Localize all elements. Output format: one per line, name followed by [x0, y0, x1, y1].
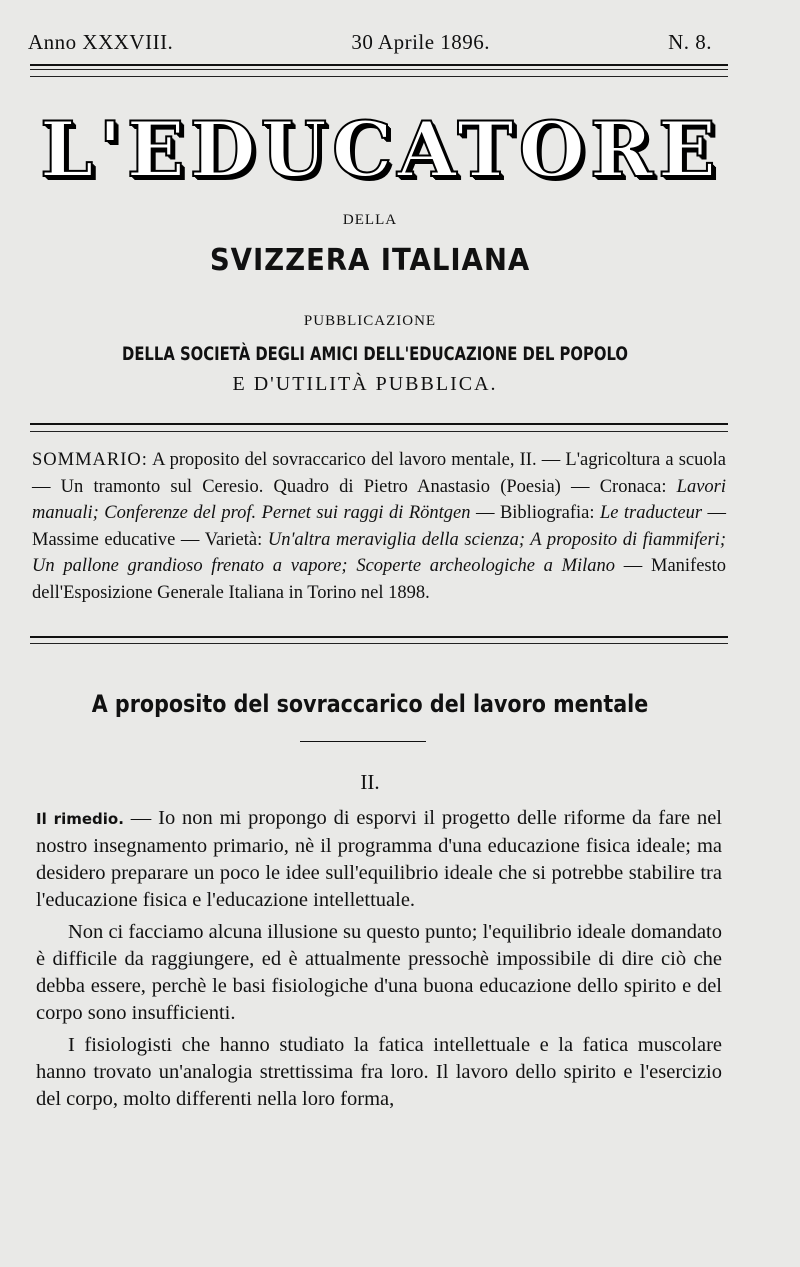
masthead-title: L'EDUCATORE	[40, 105, 721, 194]
article-title: A proposito del sovraccarico del lavoro mentale	[91, 690, 649, 718]
paragraph-3: I fisiologisti che hanno studiato la fatica intellettuale e la fatica muscolare hanno trovato un'analogia strettissima fra loro. Il lavoro dello spirito e l'esercizio del corpo, molto differenti nella loro forma,	[36, 1034, 722, 1110]
title-divider	[300, 741, 426, 742]
sommario-text-3: — Massime educative — Varietà:	[32, 503, 726, 550]
article-body	[36, 805, 722, 1118]
sommario-italic-3: Un'altra meraviglia della scienza; A proposito di fiammiferi; Un pallone grandioso frenato a vapore; Scoperte archeologiche a Milano	[32, 529, 726, 576]
paragraph-1-text: — Io non mi propongo di esporvi il progetto delle riforme da fare nel nostro insegnamento primario, nè il programma d'una educazione fisica ideale; ma desidero preparare un poco le idee sull'equilibrio ideale che si potrebbe stabilire tra l'educazione fisica e l'educazione intellettuale.	[36, 807, 722, 911]
masthead-subtitle: SVIZZERA ITALIANA	[209, 243, 531, 278]
header-rule-top	[30, 64, 728, 66]
paragraph-1	[36, 805, 722, 914]
sommario-italic-2: Le traducteur	[599, 503, 703, 523]
masthead-utilita: E D'UTILITÀ PUBBLICA.	[232, 373, 498, 395]
lead-in: Il rimedio.	[36, 810, 124, 828]
masthead-rule-bottom	[30, 431, 728, 432]
masthead-societa: DELLA SOCIETÀ DEGLI AMICI DELL'EDUCAZIONE DEL POPOLO	[122, 343, 628, 365]
volume-year: Anno XXXVIII.	[28, 30, 174, 54]
issue-header	[28, 30, 712, 55]
issue-date: 30 Aprile 1896.	[351, 30, 491, 54]
header-rule-third	[30, 76, 728, 77]
masthead-pubblicazione: PUBBLICAZIONE	[303, 313, 437, 329]
sommario-text-1: A proposito del sovraccarico del lavoro mentale, II. — L'agricoltura a scuola — Un tramonto sul Ceresio. Quadro di Pietro Anastasio (Poesia) — Cronaca:	[32, 450, 726, 497]
paragraph-2: Non ci facciamo alcuna illusione su questo punto; l'equilibrio ideale domandato è difficile da raggiungere, ed è attualmente pressochè impossibile di dire ciò che debba essere, perchè le basi fisiologiche d'una buona educazione dello spirito e del corpo sono insufficienti.	[36, 921, 722, 1024]
sommario-rule-top	[30, 636, 728, 638]
sommario-text-4: — Manifesto dell'Esposizione Generale Italiana in Torino nel 1898.	[32, 556, 727, 603]
issue-number: N. 8.	[668, 30, 712, 54]
sommario-rule-bottom	[30, 643, 728, 644]
masthead-rule-top	[30, 423, 728, 425]
sommario-text-2: — Bibliografia:	[470, 503, 600, 523]
masthead-della: DELLA	[342, 212, 398, 228]
section-number: II.	[360, 770, 380, 794]
header-rule-bottom	[30, 69, 728, 70]
sommario-label: SOMMARIO:	[32, 450, 148, 470]
table-of-contents	[32, 447, 726, 606]
sommario-italic-1: Lavori manuali; Conferenze del prof. Pernet sui raggi di Röntgen	[32, 476, 726, 523]
